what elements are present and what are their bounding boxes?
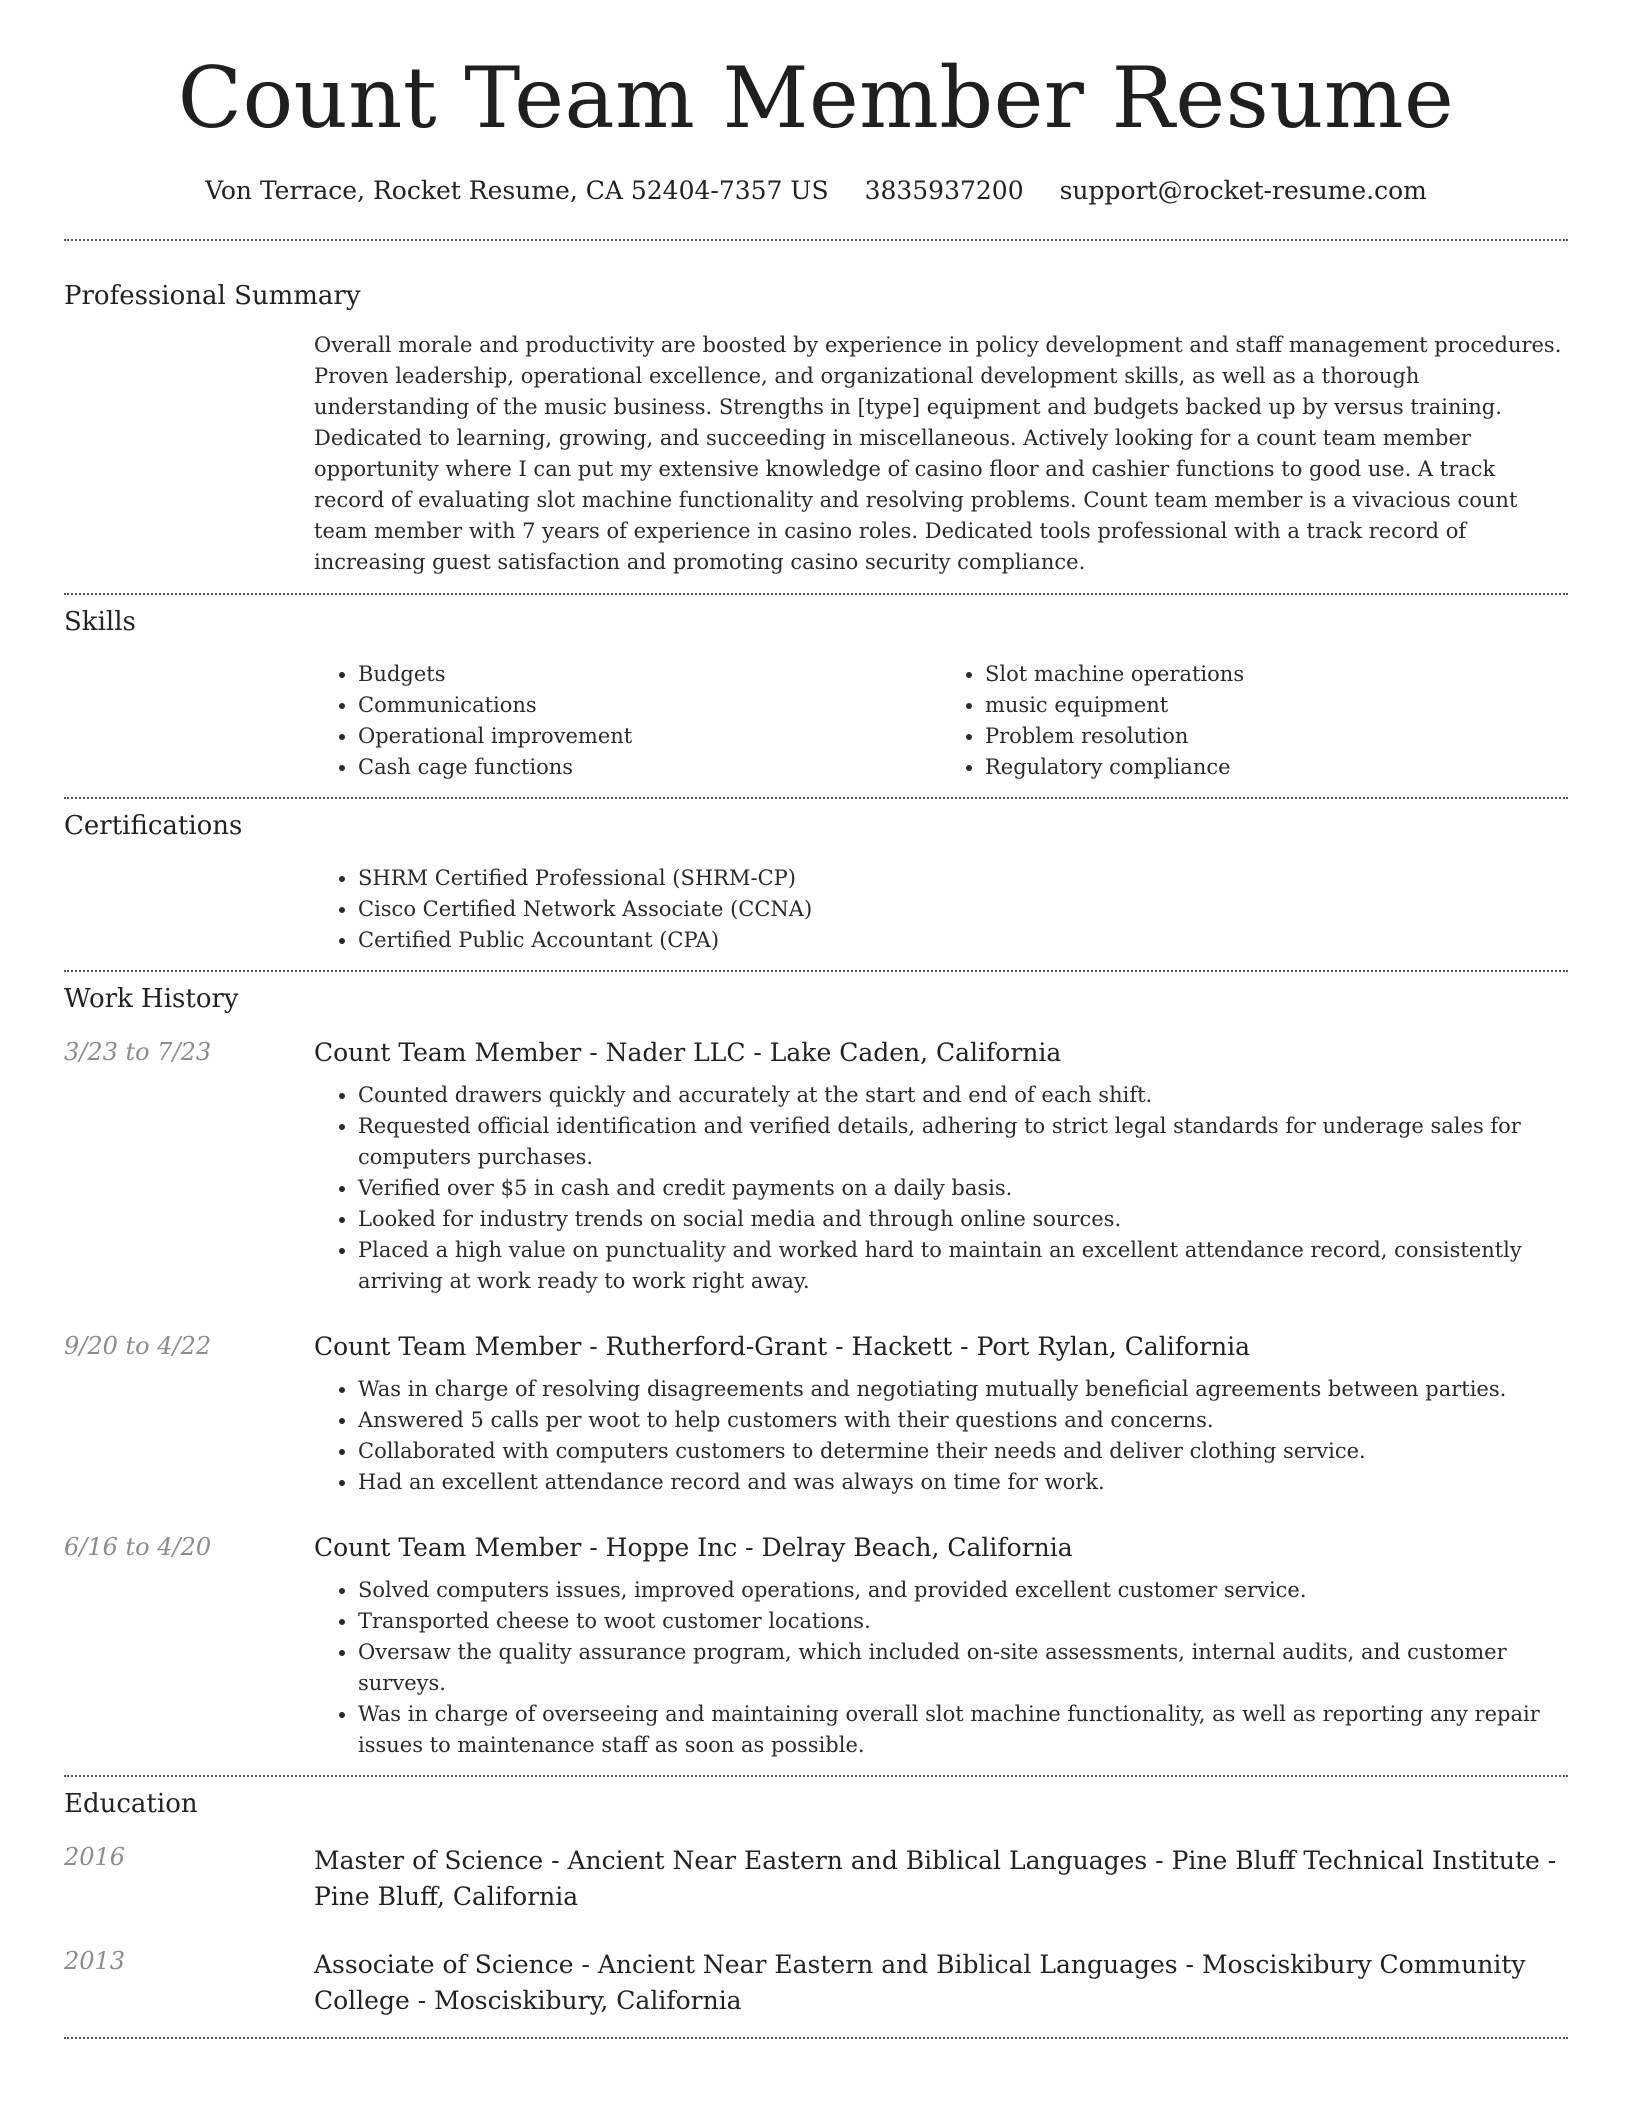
certification-item: • Certified Public Accountant (CPA) xyxy=(358,925,1568,956)
divider xyxy=(64,970,1568,972)
certifications-list xyxy=(314,863,1568,956)
job-bullet: • Counted drawers quickly and accurately at the start and end of each shift. xyxy=(358,1080,1568,1111)
section-title-skills: Skills xyxy=(64,607,136,637)
job-title: Count Team Member - Nader LLC - Lake Caden, California xyxy=(314,1038,1062,1067)
skills-column-right xyxy=(941,659,1568,783)
divider xyxy=(64,1775,1568,1777)
certification-item: • Cisco Certified Network Associate (CCNA) xyxy=(358,894,1568,925)
skill-item: • Cash cage functions xyxy=(358,752,941,783)
skill-item: • Operational improvement xyxy=(358,721,941,752)
job-bullet: • Requested official identification and verified details, adhering to strict legal standards for underage sales for computers purchases. xyxy=(358,1111,1568,1173)
skill-item: • Slot machine operations xyxy=(985,659,1568,690)
job-bullet: • Placed a high value on punctuality and worked hard to maintain an excellent attendance record, consistently arriving at work ready to work right away. xyxy=(358,1235,1568,1297)
job-title: Count Team Member - Hoppe Inc - Delray Beach, California xyxy=(314,1533,1073,1562)
job-bullet: • Looked for industry trends on social media and through online sources. xyxy=(358,1204,1568,1235)
contact-phone: 3835937200 xyxy=(864,176,1024,205)
section-title-summary: Professional Summary xyxy=(64,281,361,311)
job-bullets xyxy=(314,1080,1568,1297)
education-title: Associate of Science - Ancient Near Eastern and Biblical Languages - Mosciskibury Community College - Mosciskibury, California xyxy=(314,1950,1526,2015)
job-bullet: • Had an excellent attendance record and was always on time for work. xyxy=(358,1467,1506,1498)
job-bullet: • Oversaw the quality assurance program, which included on-site assessments, internal audits, and customer surveys. xyxy=(358,1637,1568,1699)
section-title-education: Education xyxy=(64,1789,198,1819)
skill-item: • music equipment xyxy=(985,690,1568,721)
skill-item: • Communications xyxy=(358,690,941,721)
education-entry xyxy=(64,1947,1568,2019)
section-title-work-history: Work History xyxy=(64,984,239,1014)
divider xyxy=(64,797,1568,799)
job-entry xyxy=(64,1332,1568,1498)
job-title: Count Team Member - Rutherford-Grant - Hackett - Port Rylan, California xyxy=(314,1332,1251,1361)
divider xyxy=(64,2037,1568,2039)
skills-list xyxy=(314,659,1568,783)
contact-line xyxy=(64,176,1568,205)
page-title: Count Team Member Resume xyxy=(177,49,1455,147)
job-bullets xyxy=(314,1374,1506,1498)
skill-item: • Regulatory compliance xyxy=(985,752,1568,783)
job-date: 9/20 to 4/22 xyxy=(64,1332,212,1360)
job-date: 6/16 to 4/20 xyxy=(64,1533,212,1561)
job-bullets xyxy=(314,1575,1568,1761)
section-title-certifications: Certifications xyxy=(64,811,243,841)
contact-email: support@rocket-resume.com xyxy=(1059,176,1427,205)
job-bullet: • Collaborated with computers customers to determine their needs and deliver clothing service. xyxy=(358,1436,1506,1467)
skills-column-left xyxy=(314,659,941,783)
job-entry xyxy=(64,1038,1568,1297)
job-bullet: • Was in charge of overseeing and maintaining overall slot machine functionality, as well as reporting any repair issues to maintenance staff as soon as possible. xyxy=(358,1699,1568,1761)
divider xyxy=(64,593,1568,595)
resume-page xyxy=(64,0,1568,2039)
education-date: 2013 xyxy=(64,1947,126,1975)
skill-item: • Budgets xyxy=(358,659,941,690)
job-bullet: • Transported cheese to woot customer locations. xyxy=(358,1606,1568,1637)
job-entry xyxy=(64,1533,1568,1761)
skill-item: • Problem resolution xyxy=(985,721,1568,752)
job-bullet: • Was in charge of resolving disagreements and negotiating mutually beneficial agreements between parties. xyxy=(358,1374,1506,1405)
education-date: 2016 xyxy=(64,1843,126,1871)
job-bullet: • Verified over $5 in cash and credit payments on a daily basis. xyxy=(358,1173,1568,1204)
job-bullet: • Solved computers issues, improved operations, and provided excellent customer service. xyxy=(358,1575,1568,1606)
summary-text: Overall morale and productivity are boosted by experience in policy development and staff management procedures. Proven leadership, operational excellence, and organizational development skills, as well as a thorough understanding of the music business. Strengths in [type] equipment and budgets backed up by versus training. Dedicated to learning, growing, and succeeding in miscellaneous. Actively looking for a count team member opportunity where I can put my extensive knowledge of casino floor and cashier functions to good use. A track record of evaluating slot machine functionality and resolving problems. Count team member is a vivacious count team member with 7 years of experience in casino roles. Dedicated tools professional with a track record of increasing guest satisfaction and promoting casino security compliance. xyxy=(314,333,1562,574)
job-bullet: • Answered 5 calls per woot to help customers with their questions and concerns. xyxy=(358,1405,1506,1436)
education-title: Master of Science - Ancient Near Eastern and Biblical Languages - Pine Bluff Technical Institute - Pine Bluff, California xyxy=(314,1846,1557,1911)
contact-address: Von Terrace, Rocket Resume, CA 52404-7357 US xyxy=(205,176,829,205)
certification-item: • SHRM Certified Professional (SHRM-CP) xyxy=(358,863,1568,894)
job-date: 3/23 to 7/23 xyxy=(64,1038,212,1066)
education-entry xyxy=(64,1843,1568,1915)
divider xyxy=(64,239,1568,241)
